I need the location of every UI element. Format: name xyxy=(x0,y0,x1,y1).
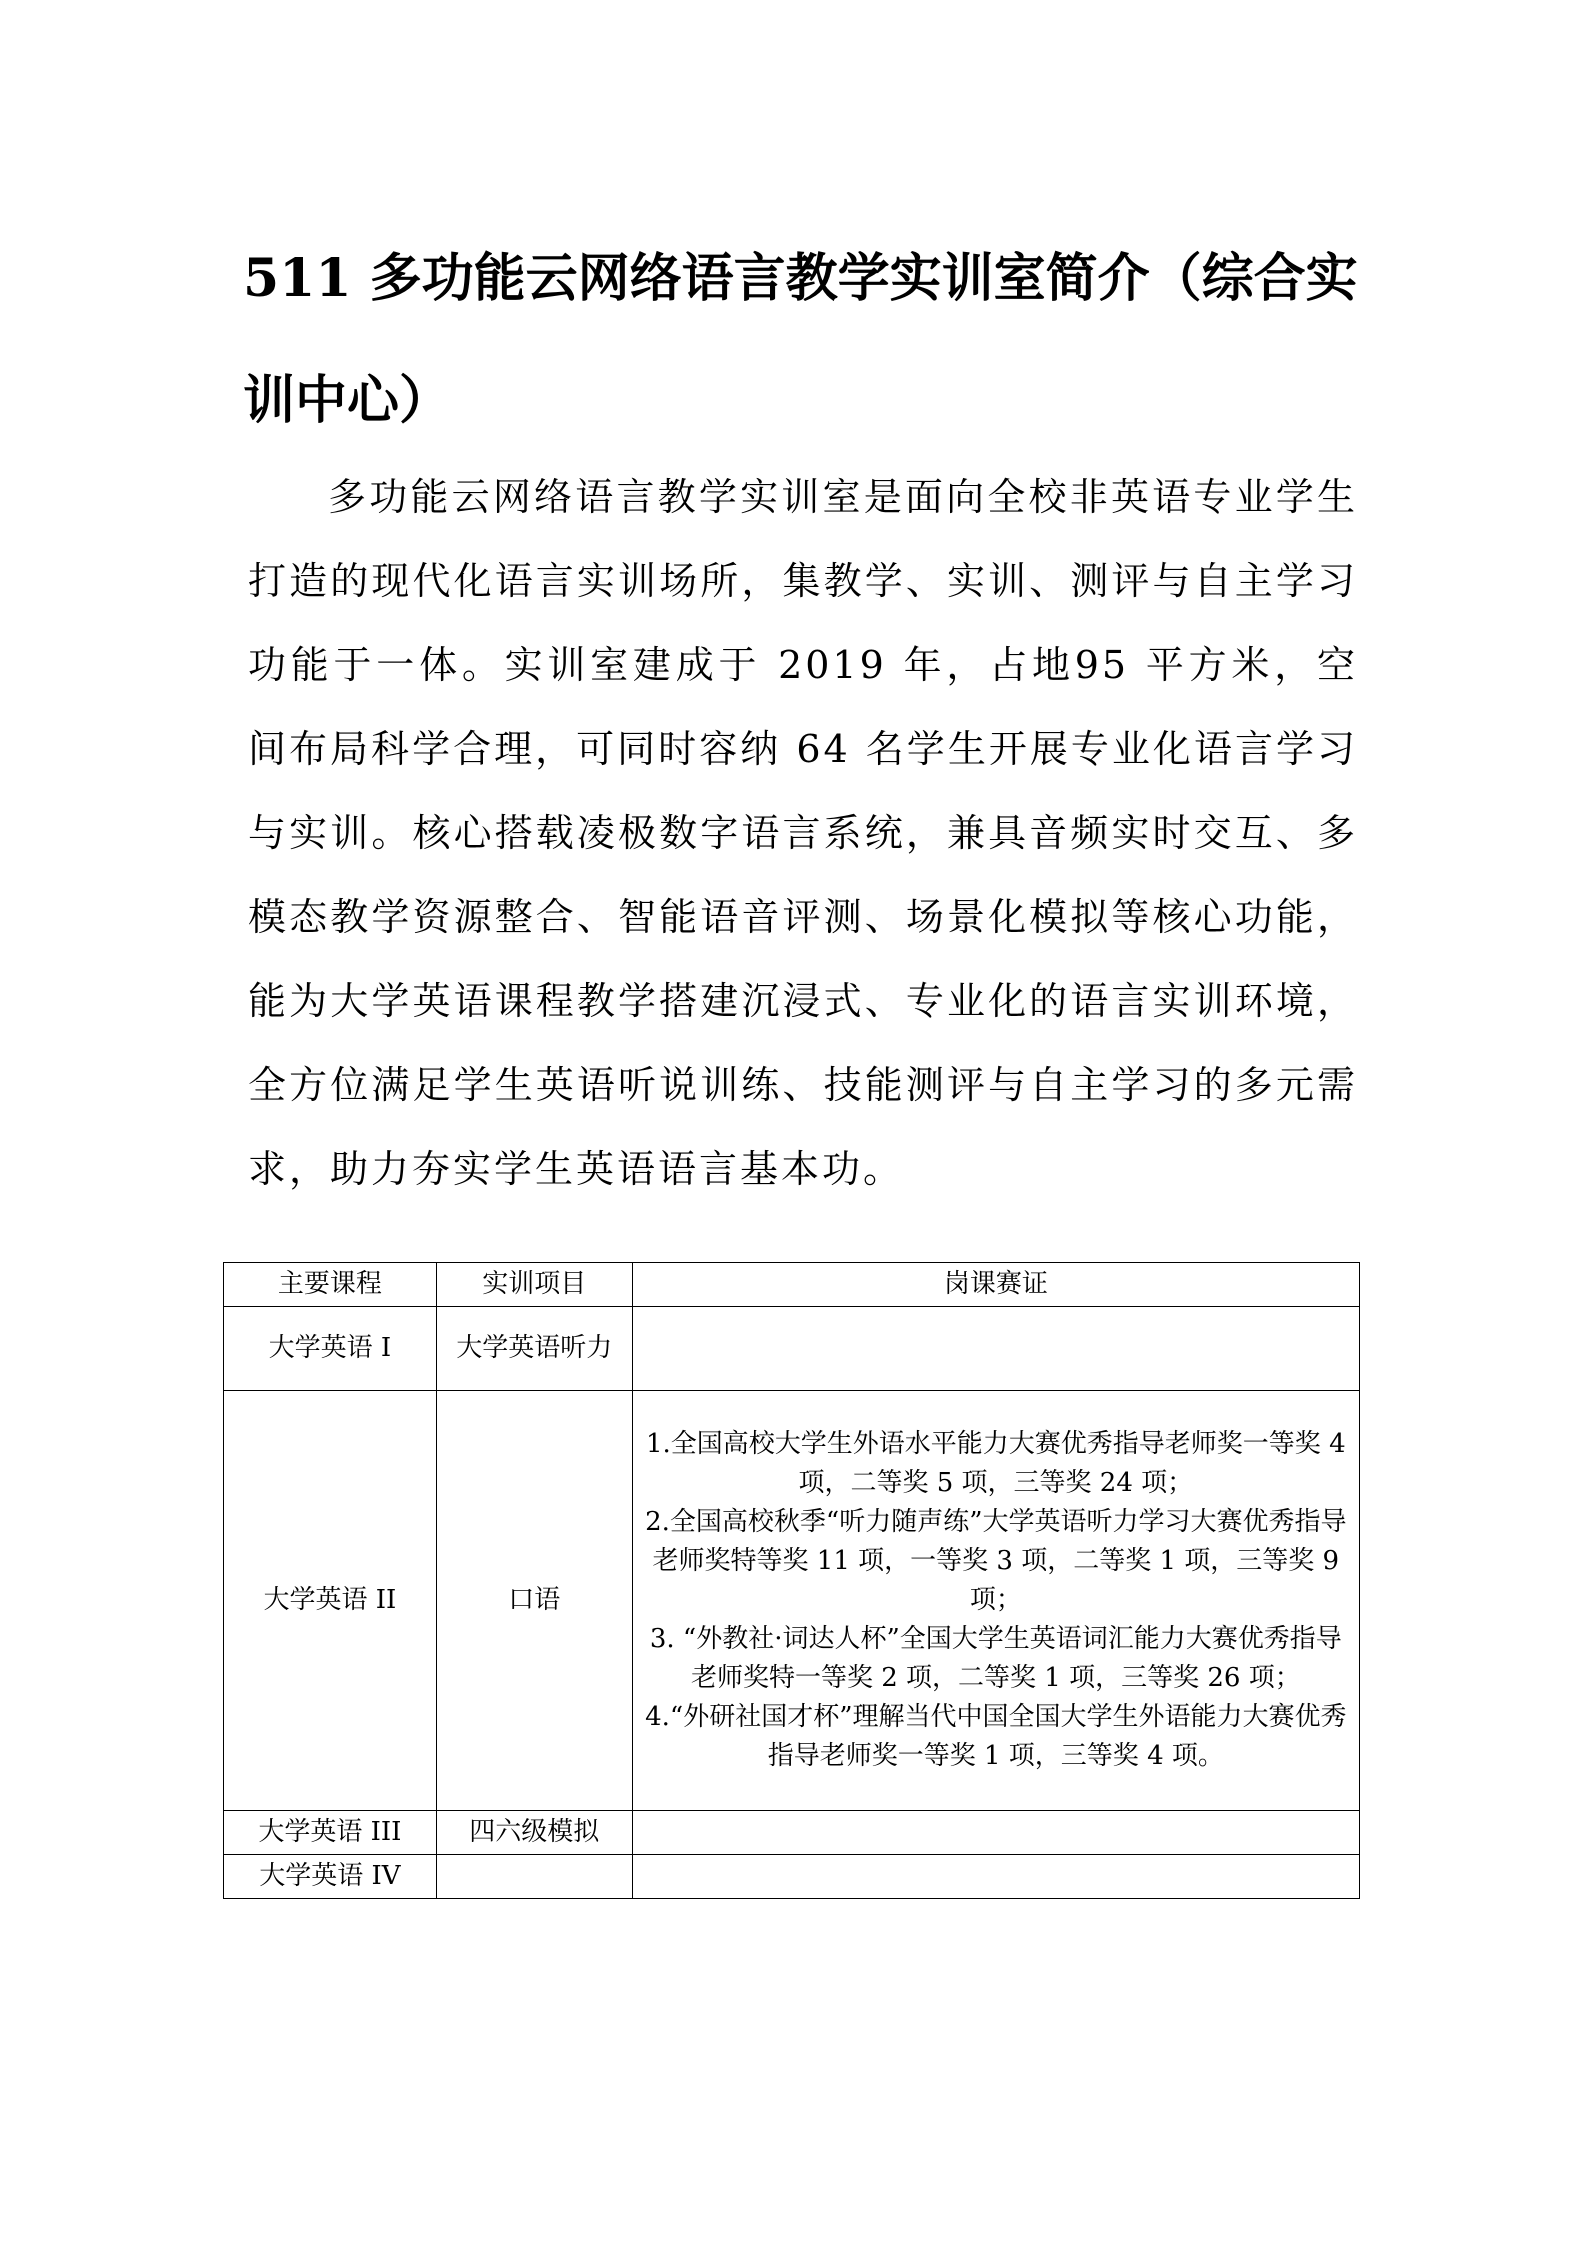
awards-cell xyxy=(632,1811,1359,1855)
header-course: 主要课程 xyxy=(224,1263,437,1307)
project-cell: 大学英语听力 xyxy=(436,1307,632,1391)
table-header-row xyxy=(224,1263,1360,1307)
course-table xyxy=(223,1262,1360,1899)
awards-cell xyxy=(632,1855,1359,1899)
award-item: 4.“外研社国才杯”理解当代中国全国大学生外语能力大赛优秀指导老师奖一等奖 1 项，三等奖 4 项。 xyxy=(645,1702,1347,1771)
awards-cell xyxy=(632,1391,1359,1811)
project-cell: 四六级模拟 xyxy=(436,1811,632,1855)
intro-paragraph: 多功能云网络语言教学实训室是面向全校非英语专业学生打造的现代化语言实训场所，集教学、实训、测评与自主学习功能于一体。实训室建成于 2019 年，占地95 平方米，空间布局科学合理，可同时容纳 64 名学生开展专业化语言学习与实训。核心搭载凌极数字语言系统，兼具音频实时交互、多模态教学资源整合、智能语音评测、场景化模拟等核心功能，能为大学英语课程教学搭建沉浸式、专业化的语言实训环境，全方位满足学生英语听说训练、技能测评与自主学习的多元需求，助力夯实学生英语语言基本功。 xyxy=(248,475,1358,1191)
project-cell xyxy=(436,1855,632,1899)
course-cell: 大学英语 III xyxy=(224,1811,437,1855)
table-row xyxy=(224,1855,1360,1899)
award-item: 2.全国高校秋季“听力随声练”大学英语听力学习大赛优秀指导老师奖特等奖 11 项，一等奖 3 项，二等奖 1 项，三等奖 9 项； xyxy=(645,1507,1347,1615)
awards-cell xyxy=(632,1307,1359,1391)
header-awards: 岗课赛证 xyxy=(632,1263,1359,1307)
award-item: 3. “外教社·词达人杯”全国大学生英语词汇能力大赛优秀指导老师奖特一等奖 2 项，二等奖 1 项，三等奖 26 项； xyxy=(649,1624,1342,1693)
course-cell: 大学英语 II xyxy=(224,1391,437,1811)
course-cell: 大学英语 I xyxy=(224,1307,437,1391)
table-row xyxy=(224,1391,1360,1811)
table-row xyxy=(224,1811,1360,1855)
award-item: 1.全国高校大学生外语水平能力大赛优秀指导老师奖一等奖 4 项，二等奖 5 项，三等奖 24 项； xyxy=(646,1429,1346,1498)
table-row xyxy=(224,1307,1360,1391)
header-project: 实训项目 xyxy=(436,1263,632,1307)
document-title: 511 多功能云网络语言教学实训室简介（综合实训中心） xyxy=(243,248,1358,431)
project-cell: 口语 xyxy=(436,1391,632,1811)
course-cell: 大学英语 IV xyxy=(224,1855,437,1899)
